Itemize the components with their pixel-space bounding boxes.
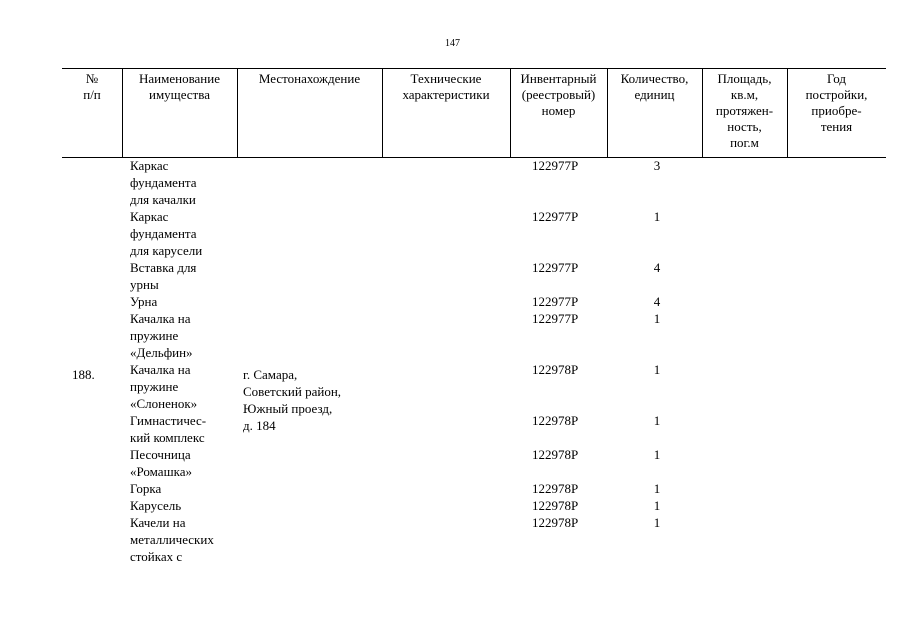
location-cell: г. Самара, Советский район, Южный проезд, д. 184 (243, 367, 342, 433)
item-name: Урна (130, 294, 158, 309)
item-quantity: 3 (653, 158, 661, 173)
item-quantity: 4 (653, 260, 661, 275)
item-name: Качалка на пружине «Слоненок» (130, 362, 198, 411)
item-inventory-number: 122977Р (532, 209, 579, 224)
header-cell-area: Площадь, кв.м, протяжен- ность, пог.м (715, 71, 774, 150)
header-cell-quantity: Количество, единиц (620, 71, 689, 102)
item-quantity: 1 (653, 311, 661, 326)
item-quantity: 1 (653, 447, 661, 462)
header-cell-number: № п/п (83, 71, 101, 102)
item-name: Карусель (130, 498, 182, 513)
table-header (62, 68, 886, 158)
header-cell-year: Год постройки, приобре- тения (805, 71, 868, 134)
item-inventory-number: 122977Р (532, 311, 579, 326)
item-quantity: 1 (653, 362, 661, 377)
header-cell-tech: Технические характеристики (402, 71, 490, 102)
item-inventory-number: 122978Р (532, 515, 579, 530)
item-quantity: 1 (653, 481, 661, 496)
item-name: Каркас фундамента для карусели (130, 209, 203, 258)
item-name: Качели на металлических стойках с (130, 515, 214, 564)
item-inventory-number: 122978Р (532, 481, 579, 496)
item-inventory-number: 122977Р (532, 158, 579, 173)
item-name: Качалка на пружине «Дельфин» (130, 311, 193, 360)
item-name: Песочница «Ромашка» (130, 447, 192, 479)
page-number: 147 (445, 38, 460, 49)
item-name: Каркас фундамента для качалки (130, 158, 197, 207)
item-inventory-number: 122978Р (532, 498, 579, 513)
item-inventory-number: 122977Р (532, 294, 579, 309)
item-inventory-number: 122977Р (532, 260, 579, 275)
row-number: 188. (72, 367, 95, 382)
item-quantity: 1 (653, 498, 661, 513)
item-name: Гимнастичес- кий комплекс (130, 413, 207, 445)
header-cell-inventory: Инвентарный (реестровый) номер (520, 71, 597, 118)
header-cell-name: Наименование имущества (139, 71, 220, 102)
item-quantity: 1 (653, 209, 661, 224)
item-name: Горка (130, 481, 162, 496)
item-name: Вставка для урны (130, 260, 197, 292)
header-cell-location: Местонахождение (258, 71, 361, 86)
item-inventory-number: 122978Р (532, 447, 579, 462)
item-quantity: 1 (653, 413, 661, 428)
item-quantity: 1 (653, 515, 661, 530)
item-inventory-number: 122978Р (532, 413, 579, 428)
item-inventory-number: 122978Р (532, 362, 579, 377)
item-quantity: 4 (653, 294, 661, 309)
